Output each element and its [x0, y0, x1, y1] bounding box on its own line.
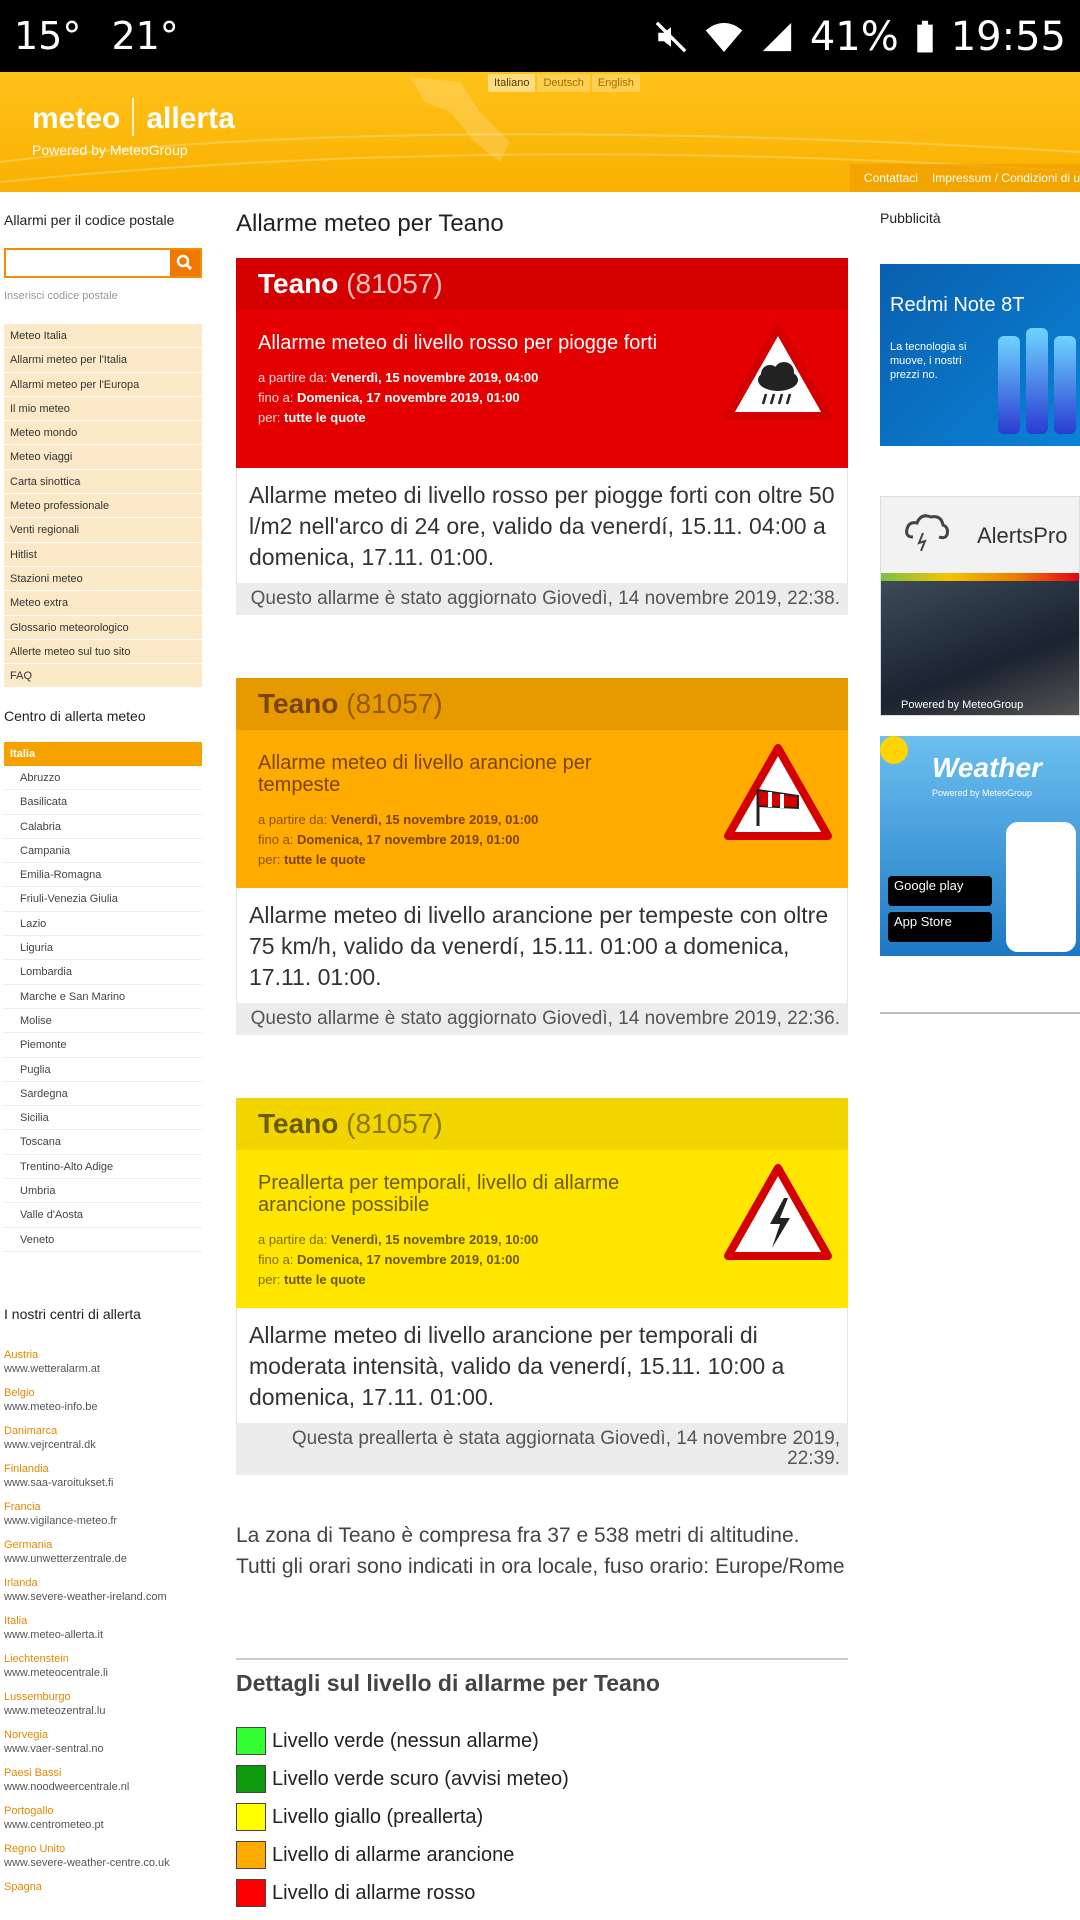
region-item[interactable]: Umbria: [4, 1179, 202, 1203]
list-item[interactable]: Germania www.unwetterzentrale.de: [4, 1539, 127, 1565]
signal-icon: [760, 20, 794, 54]
wind-warning-icon: [722, 742, 834, 842]
storm-image: [881, 581, 1080, 716]
alert-body: [236, 310, 848, 468]
divider: [236, 1658, 848, 1660]
alert-description: Allarme meteo di livello rosso per piogge forti con oltre 50 l/m2 nell'arco di 24 ore, valido da venerdí, 15.11. 04:00 a domenica, 17.11. 01:00.: [236, 468, 848, 583]
menu-item[interactable]: Meteo professionale: [4, 494, 202, 518]
menu-item[interactable]: Meteo viaggi: [4, 445, 202, 469]
ad-weather-title: Weather: [932, 752, 1042, 783]
menu-item[interactable]: FAQ: [4, 664, 202, 688]
phone-image: [1026, 328, 1048, 434]
legend-swatch: [236, 1765, 266, 1793]
status-bar: [0, 0, 1080, 72]
list-item[interactable]: Austria www.wetteralarm.at: [4, 1349, 100, 1375]
app-store-badge[interactable]: App Store: [888, 912, 992, 942]
menu-item[interactable]: Il mio meteo: [4, 397, 202, 421]
alert-updated: Questa preallerta è stata aggiornata Giovedì, 14 novembre 2019, 22:39.: [236, 1423, 848, 1475]
timezone-info: Tutti gli orari sono indicati in ora locale, fuso orario: Europe/Rome: [236, 1555, 845, 1578]
page-title: Allarme meteo per Teano: [236, 210, 504, 237]
menu-item[interactable]: Allerte meteo sul tuo sito: [4, 640, 202, 664]
temp-high: 21°: [111, 14, 179, 58]
region-item[interactable]: Emilia-Romagna: [4, 863, 202, 887]
alert-body: [236, 1150, 848, 1308]
menu-item[interactable]: Venti regionali: [4, 518, 202, 542]
region-item[interactable]: Veneto: [4, 1228, 202, 1252]
heavy-rain-warning-icon: [722, 322, 834, 422]
altitude-info: La zona di Teano è compresa fra 37 e 538 metri di altitudine.: [236, 1524, 800, 1547]
ad-redmi-title: Redmi Note 8T: [890, 294, 1025, 316]
region-item[interactable]: Piemonte: [4, 1033, 202, 1057]
wifi-icon: [704, 20, 744, 54]
logo-meteo: meteo: [32, 102, 121, 135]
legend-swatch: [236, 1727, 266, 1755]
alert-description: Allarme meteo di livello arancione per temporali di moderata intensità, valido da venerdí, 15.11. 10:00 a domenica, 17.11. 01:00.: [236, 1308, 848, 1423]
region-item[interactable]: Molise: [4, 1009, 202, 1033]
legend-row: Livello giallo (preallerta): [236, 1798, 848, 1836]
legend-row: Livello verde scuro (avvisi meteo): [236, 1760, 848, 1798]
alert-meta: a partire da: Venerdì, 15 novembre 2019, 01:00 fino a: Domenica, 17 novembre 2019, 01:00 per: tutte le quote: [258, 812, 539, 867]
search-hint: Inserisci codice postale: [4, 290, 118, 302]
menu-item[interactable]: Meteo mondo: [4, 421, 202, 445]
battery-percent: 41%: [809, 14, 899, 60]
ad-weather-powered: Powered by MeteoGroup: [932, 788, 1033, 798]
contact-link[interactable]: Contattaci: [863, 171, 918, 185]
alert-body: [236, 730, 848, 888]
ad-alertspro[interactable]: [880, 496, 1080, 716]
ad-redmi[interactable]: [880, 264, 1080, 446]
alert-header: [236, 258, 848, 310]
phone-image: [1054, 336, 1076, 434]
region-item[interactable]: Basilicata: [4, 790, 202, 814]
list-item[interactable]: Italia www.meteo-allerta.it: [4, 1615, 104, 1641]
list-item[interactable]: Paesi Bassi www.noodweercentrale.nl: [4, 1767, 130, 1793]
clock: 19:55: [950, 14, 1066, 60]
main-content: [236, 192, 848, 1904]
alert-card-orange: [236, 678, 848, 1035]
postal-heading: Allarmi per il codice postale: [4, 212, 175, 228]
lang-italiano[interactable]: Italiano: [488, 74, 535, 92]
alert-title: Allarme meteo di livello rosso per piogge forti: [258, 332, 658, 354]
alert-zip: (81057): [346, 1108, 443, 1139]
legend-row: Livello di allarme rosso: [236, 1874, 848, 1912]
main-menu: [4, 324, 202, 688]
phone-image: [1006, 822, 1076, 952]
phone-image: [998, 336, 1020, 434]
region-item[interactable]: Calabria: [4, 815, 202, 839]
region-item[interactable]: Valle d'Aosta: [4, 1203, 202, 1227]
region-item[interactable]: Marche e San Marino: [4, 985, 202, 1009]
alert-level-legend: [236, 1722, 848, 1912]
list-item[interactable]: Lussemburgo www.meteozentral.lu: [4, 1691, 106, 1717]
language-switcher: [488, 74, 640, 92]
region-item[interactable]: Lazio: [4, 912, 202, 936]
list-item[interactable]: Francia www.vigilance-meteo.fr: [4, 1501, 118, 1527]
region-item[interactable]: Sicilia: [4, 1106, 202, 1130]
legend-swatch: [236, 1879, 266, 1907]
region-item[interactable]: Liguria: [4, 936, 202, 960]
alert-meta: a partire da: Venerdì, 15 novembre 2019, 04:00 fino a: Domenica, 17 novembre 2019, 01:00 per: tutte le quote: [258, 370, 539, 425]
menu-item[interactable]: Hitlist: [4, 543, 202, 567]
region-header-italia[interactable]: Italia: [4, 742, 202, 766]
region-item[interactable]: Friuli-Venezia Giulia: [4, 887, 202, 911]
legend-swatch: [236, 1803, 266, 1831]
temp-low: 15°: [14, 14, 82, 58]
alert-title: Preallerta per temporali, livello di allarme arancione possibile: [258, 1172, 620, 1216]
color-bar: [881, 573, 1080, 581]
ad-powered: Powered by MeteoGroup: [901, 699, 1024, 711]
ad-weatherpro[interactable]: [880, 736, 1080, 956]
alert-place: Teano: [258, 688, 339, 719]
header-links: [850, 164, 1080, 192]
alert-header: [236, 678, 848, 730]
lang-english[interactable]: English: [592, 74, 640, 92]
site-header: [0, 72, 1080, 192]
region-item[interactable]: Campania: [4, 839, 202, 863]
details-title: Dettagli sul livello di allarme per Teano: [236, 1670, 660, 1696]
alert-updated: Questo allarme è stato aggiornato Giovedì, 14 novembre 2019, 22:36.: [236, 1003, 848, 1035]
alert-card-yellow: [236, 1098, 848, 1475]
region-item[interactable]: Sardegna: [4, 1082, 202, 1106]
menu-item[interactable]: Stazioni meteo: [4, 567, 202, 591]
list-item[interactable]: Belgio www.meteo-info.be: [4, 1387, 98, 1413]
ads-heading: Pubblicità: [880, 210, 941, 226]
region-item[interactable]: Lombardia: [4, 960, 202, 984]
google-play-badge[interactable]: Google play: [888, 876, 992, 906]
impressum-link[interactable]: Impressum / Condizioni di u: [931, 171, 1080, 185]
search-button[interactable]: [170, 250, 200, 276]
postal-search: [4, 248, 202, 278]
legend-swatch: [236, 1841, 266, 1869]
region-item[interactable]: Puglia: [4, 1058, 202, 1082]
region-item[interactable]: Abruzzo: [4, 766, 202, 790]
logo-powered-by: Powered by MeteoGroup: [32, 142, 188, 158]
alert-zip: (81057): [346, 268, 443, 299]
region-item[interactable]: Toscana: [4, 1130, 202, 1154]
ad-alertspro-title: AlertsPro: [977, 523, 1068, 548]
our-centers-heading: I nostri centri di allerta: [4, 1306, 141, 1322]
region-menu: [4, 742, 202, 1252]
site-logo[interactable]: [32, 98, 235, 158]
center-heading: Centro di allerta meteo: [4, 708, 146, 724]
mute-icon: [654, 20, 688, 54]
alert-card-red: [236, 258, 848, 615]
list-item[interactable]: Liechtenstein www.meteocentrale.li: [4, 1653, 108, 1679]
menu-item[interactable]: Allarmi meteo per l'Europa: [4, 373, 202, 397]
list-item[interactable]: Finlandia www.saa-varoitukset.fi: [4, 1463, 114, 1489]
divider: [880, 1012, 1080, 1014]
cloud-icon: [903, 511, 949, 551]
alert-title: Allarme meteo di livello arancione per tempeste: [258, 752, 592, 796]
battery-icon: [915, 20, 935, 54]
legend-row: Livello verde (nessun allarme): [236, 1722, 848, 1760]
alert-header: [236, 1098, 848, 1150]
region-item[interactable]: Trentino-Alto Adige: [4, 1155, 202, 1179]
lang-deutsch[interactable]: Deutsch: [537, 74, 589, 92]
list-item[interactable]: Spagna: [4, 1881, 42, 1893]
sun-icon: [880, 736, 930, 786]
zone-info: [236, 1520, 848, 1582]
alert-zip: (81057): [346, 688, 443, 719]
list-item[interactable]: Regno Unito www.severe-weather-centre.co.uk: [4, 1843, 170, 1869]
alert-description: Allarme meteo di livello arancione per tempeste con oltre 75 km/h, valido da venerdí, 15.11. 01:00 a domenica, 17.11. 01:00.: [236, 888, 848, 1003]
lightning-warning-icon: [722, 1162, 834, 1262]
list-item[interactable]: Danimarca www.vejrcentral.dk: [4, 1425, 96, 1451]
alert-centers-list: [4, 1348, 202, 1904]
logo-allerta: allerta: [146, 102, 235, 135]
list-item[interactable]: Norvegia www.vaer-sentral.no: [4, 1729, 104, 1755]
menu-item[interactable]: Meteo Italia: [4, 324, 202, 348]
alert-place: Teano: [258, 1108, 339, 1139]
ad-redmi-slogan: La tecnologia si muove, i nostri prezzi no.: [890, 341, 967, 381]
list-item[interactable]: Irlanda www.severe-weather-ireland.com: [4, 1577, 167, 1603]
menu-item[interactable]: Glossario meteorologico: [4, 616, 202, 640]
menu-item[interactable]: Carta sinottica: [4, 470, 202, 494]
alert-updated: Questo allarme è stato aggiornato Giovedì, 14 novembre 2019, 22:38.: [236, 583, 848, 615]
postal-code-input[interactable]: [6, 250, 166, 276]
legend-row: Livello di allarme arancione: [236, 1836, 848, 1874]
menu-item[interactable]: Meteo extra: [4, 591, 202, 615]
list-item[interactable]: Portogallo www.centrometeo.pt: [4, 1805, 104, 1831]
alert-place: Teano: [258, 268, 339, 299]
search-icon: [170, 250, 200, 276]
menu-item[interactable]: Allarmi meteo per l'Italia: [4, 348, 202, 372]
alert-meta: a partire da: Venerdì, 15 novembre 2019, 10:00 fino a: Domenica, 17 novembre 2019, 01:00 per: tutte le quote: [258, 1232, 539, 1287]
